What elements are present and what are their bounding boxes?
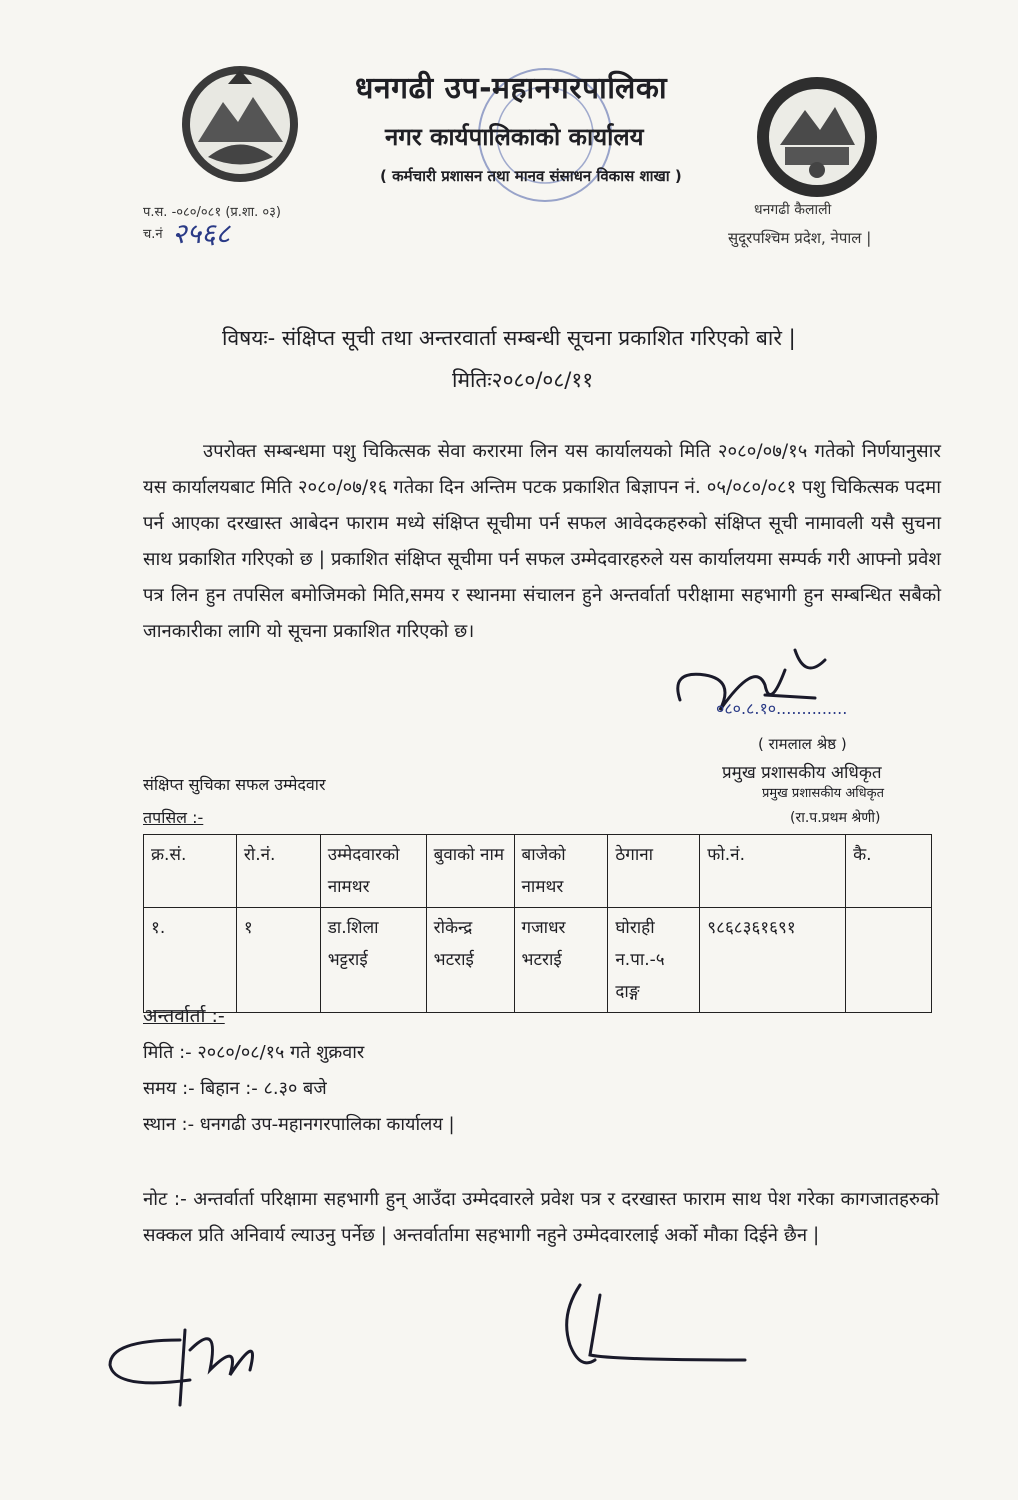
subject-line: विषयः- संक्षिप्त सूची तथा अन्तरवार्ता सम्बन्धी सूचना प्रकाशित गरिएको बारे | — [222, 326, 796, 350]
table-header-row — [144, 835, 932, 908]
interview-time: समय :- बिहान :- ८.३० बजे — [143, 1078, 327, 1099]
dispatch-label: च.नं — [143, 227, 163, 242]
executive-office-name: नगर कार्यपालिकाको कार्यालय — [385, 123, 644, 151]
candidate-table — [143, 834, 932, 1013]
interview-date: मिति :- २०८०/०८/१५ गते शुक्रवार — [143, 1042, 365, 1063]
signature-date: ०८०.८.१०.............. — [716, 699, 848, 718]
header-cell: ठेगाना — [608, 835, 700, 908]
table-cell — [846, 908, 932, 1013]
location-province: सुदूरपश्चिम प्रदेश, नेपाल | — [728, 229, 872, 247]
interview-heading: अन्तर्वार्ता :- — [143, 1005, 225, 1027]
office-name: धनगढी उप-महानगरपालिका — [355, 71, 668, 106]
signatory-name: ( रामलाल श्रेष्ठ ) — [758, 735, 847, 753]
table-cell: गजाधर भटराई — [514, 908, 608, 1013]
location-district: धनगढी कैलाली — [754, 202, 832, 218]
header-cell: फो.नं. — [700, 835, 846, 908]
section-name: ( कर्मचारी प्रशासन तथा मानव संसाधन विकास शाखा ) — [380, 167, 682, 185]
table-cell: ९८६८३६१६९१ — [700, 908, 846, 1013]
interview-place: स्थान :- धनगढी उप-महानगरपालिका कार्यालय | — [143, 1114, 455, 1135]
header-cell: क्र.सं. — [144, 835, 237, 908]
reference-number: प.स. -०८०/०८१ (प्र.शा. ०३) — [143, 205, 281, 220]
header-cell: बुवाको नाम — [426, 835, 514, 908]
signatory-class: (रा.प.प्रथम श्रेणी) — [790, 810, 881, 826]
municipality-seal-logo — [755, 75, 880, 200]
header-cell: कै. — [846, 835, 932, 908]
shortlist-heading: संक्षिप्त सुचिका सफल उम्मेदवार — [143, 775, 326, 794]
table-row — [144, 908, 932, 1013]
right-signature — [555, 1275, 755, 1375]
left-signature — [100, 1300, 280, 1420]
table-cell: घोराही न.पा.-५ दाङ्ग — [608, 908, 700, 1013]
header-cell: बाजेको नामथर — [514, 835, 608, 908]
notice-date: मितिः२०८०/०८/११ — [452, 368, 594, 392]
dispatch-number: २५६८ — [172, 217, 231, 250]
nepal-emblem-logo — [178, 62, 303, 187]
table-cell: १ — [236, 908, 320, 1013]
signatory-title-stamp: प्रमुख प्रशासकीय अधिकृत — [762, 786, 885, 801]
header-cell: उम्मेदवारको नामथर — [320, 835, 426, 908]
signatory-title: प्रमुख प्रशासकीय अधिकृत — [722, 763, 882, 783]
notice-body: उपरोक्त सम्बन्धमा पशु चिकित्सक सेवा करारमा लिन यस कार्यालयको मिति २०८०/०७/१५ गतेको निर्णयानुसार यस कार्यालयबाट मिति २०८०/०७/१६ गतेका दिन अन्तिम पटक प्रकाशित बिज्ञापन नं. ०५/०८०/०८१ पशु चिकित्सक पदमा पर्न आएका दरखास्त आबेदन फाराम मध्ये संक्षिप्त सूचीमा पर्न सफल आवेदकहरुको संक्षिप्त सूची नामावली यसै सुचना साथ प्रकाशित गरिएको छ | प्रकाशित संक्षिप्त सूचीमा पर्न सफल उम्मेदवारहरुले यस कार्यालयमा सम्पर्क गरी आफ्नो प्रवेश पत्र लिन हुन तपसिल बमोजिमको मिति,समय र स्थानमा संचालन हुने अन्तर्वार्ता परीक्षामा सहभागी हुन सम्बन्धित सबैको जानकारीका लागि यो सूचना प्रकाशित गरिएको छ। — [143, 441, 941, 642]
note-paragraph: नोट :- अन्तर्वार्ता परिक्षामा सहभागी हुन् आउँदा उम्मेदवारले प्रवेश पत्र र दरखास्त फाराम साथ पेश गरेका कागजातहरुको सक्कल प्रति अनिवार्य ल्याउनु पर्नेछ | अन्तर्वार्तामा सहभागी नहुने उम्मेदवारलाई अर्को मौका दिईने छैन | — [143, 1189, 939, 1246]
details-label: तपसिल :- — [143, 808, 204, 827]
header-cell: रो.नं. — [236, 835, 320, 908]
table-cell: डा.शिला भट्टराई — [320, 908, 426, 1013]
table-cell: रोकेन्द्र भटराई — [426, 908, 514, 1013]
table-cell: १. — [144, 908, 237, 1013]
